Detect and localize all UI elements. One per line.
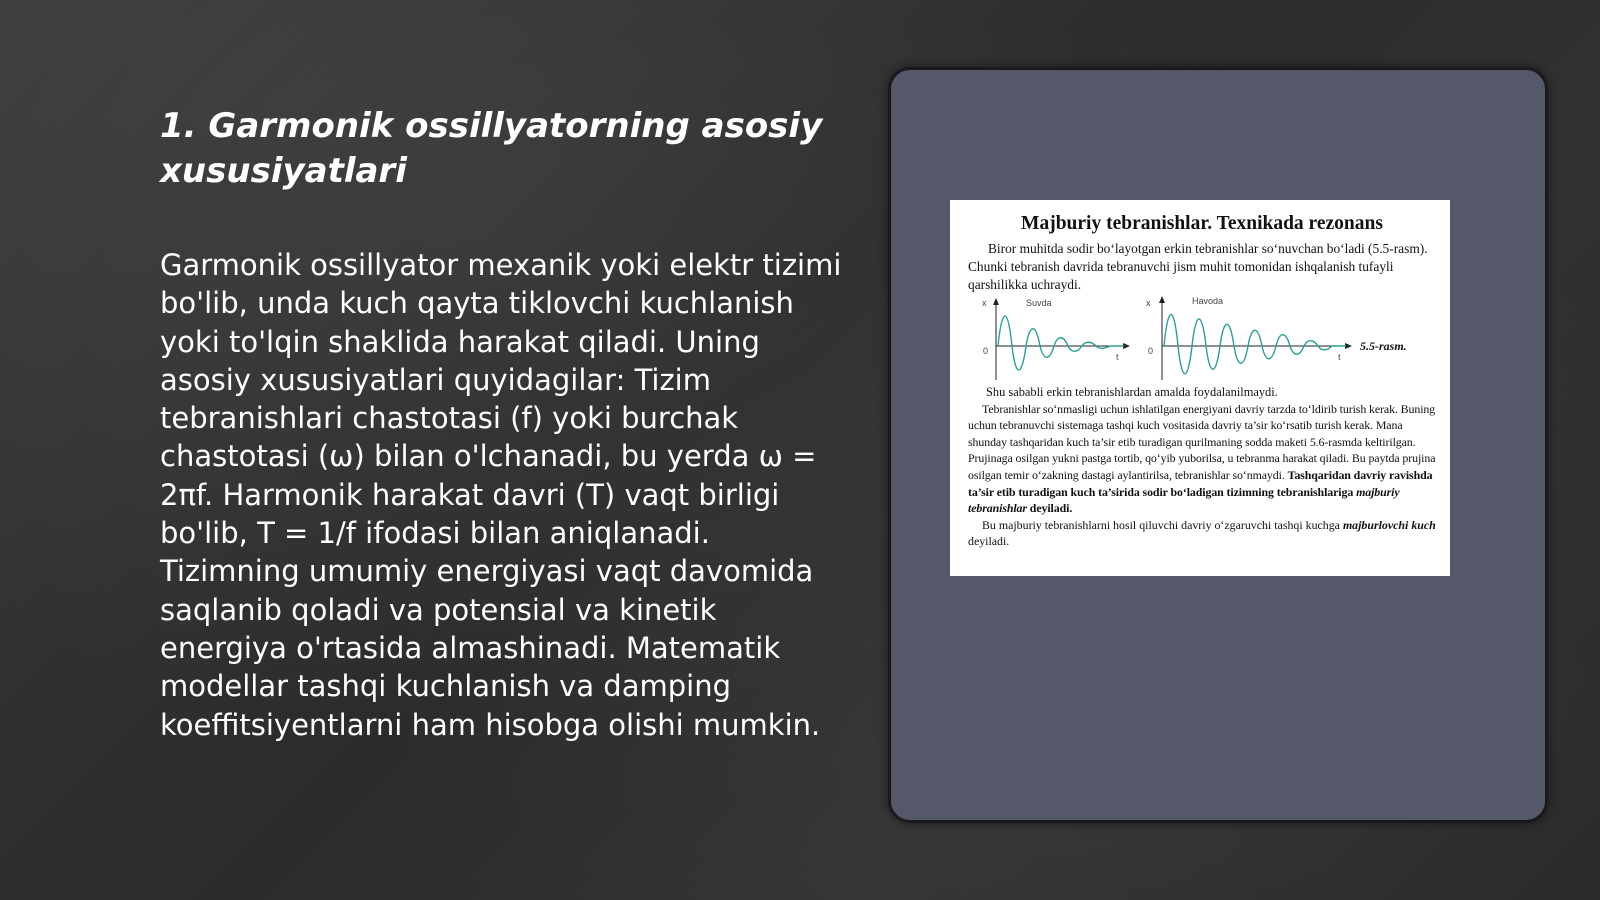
excerpt-paragraph-2: Shu sababli erkin tebranishlardan amalda foydalanilmaydi. [986, 385, 1278, 399]
right-origin-label: 0 [1148, 346, 1154, 356]
excerpt-paragraph-3-text: Tebranishlar so‘nmasligi uchun ishlatilgan energiyani davriy tarzda to‘ldirib turish kerak. Buning uchun tebranuvchi sistemaga tashqi kuch vositasida davriy ta’sir ko‘rsatib turish kerak. Mana shunday tashqaridan kuch ta’sir etib turadigan qurilmaning sodda maketi 5.6-rasmda keltirilgan. Prujinaga osilgan yukni pastga tortib, qo‘yib yuborilsa, u tebranma harakat qiladi. Bu paytda prujina osilgan temir o‘zakning dastagi aylantirilsa, tebranishlar so‘nmaydi. [968, 401, 1436, 482]
left-axis-t-label: t [1116, 352, 1119, 362]
excerpt-paragraph-4-end: deyiladi. [968, 534, 1010, 549]
left-graph-label: Suvda [1026, 298, 1052, 308]
excerpt-paragraph-3-term: majburiy tebranishlar [968, 484, 1400, 516]
excerpt-paragraph-4-term: majburlovchi kuch [1342, 517, 1436, 532]
damped-oscillation-figure [966, 296, 1436, 384]
excerpt-paragraph-1: Biror muhitda sodir bo‘layotgan erkin tebranishlar so‘nuvchan bo‘ladi (5.5-rasm). Chunki tebranish davrida tebranuvchi jism muhit tomonidan ishqalanish tufayli qarshilikka uchraydi. [968, 241, 1428, 292]
excerpt-paragraph-4-text: Bu majburiy tebranishlarni hosil qiluvchi davriy o‘zgaruvchi tashqi kuchga [982, 517, 1343, 532]
figure-caption: 5.5-rasm. [1360, 339, 1407, 353]
excerpt-paragraph-4 [968, 517, 1436, 550]
left-axis-x-label: x [982, 298, 987, 308]
right-axis-x-label: x [1146, 298, 1151, 308]
slide-title: 1. Garmonik ossillyatorning asosiy xususiyatlari [160, 106, 823, 191]
excerpt-paragraph-3 [968, 401, 1436, 517]
excerpt-paragraph-3-end: deyiladi. [1026, 501, 1073, 516]
excerpt-paragraph-3-bold: Tashqaridan davriy ravishda ta’sir etib turadigan kuch ta’sirida sodir bo‘ladigan tizimning tebranishlariga [968, 467, 1433, 499]
right-axis-t-label: t [1338, 352, 1341, 362]
excerpt-title: Majburiy tebranishlar. Texnikada rezonans [1021, 213, 1383, 234]
textbook-excerpt-image [950, 200, 1450, 576]
damped-wave-air [1164, 315, 1346, 374]
damped-wave-water [998, 316, 1124, 370]
slide-body-text: Garmonik ossillyator mexanik yoki elektr tizimi bo'lib, unda kuch qayta tiklovchi kuchlanish yoki to'lqin shaklida harakat qiladi. Uning asosiy xususiyatlari quyidagilar: Tizim tebranishlari chastotasi (f) yoki burchak chastotasi (ω) bilan o'lchanadi, bu yerda ω = 2πf. Harmonik harakat davri (T) vaqt birligi bo'lib, T = 1/f ifodasi bilan aniqlanadi. Tizimning umumiy energiyasi vaqt davomida saqlanib qoladi va potensial va kinetik energiya o'rtasida almashinadi. Matematik modellar tashqi kuchlanish va damping koeffitsiyentlarni ham hisobga olishi mumkin. [160, 248, 842, 742]
left-origin-label: 0 [983, 346, 989, 356]
right-graph-label: Havoda [1192, 296, 1224, 306]
